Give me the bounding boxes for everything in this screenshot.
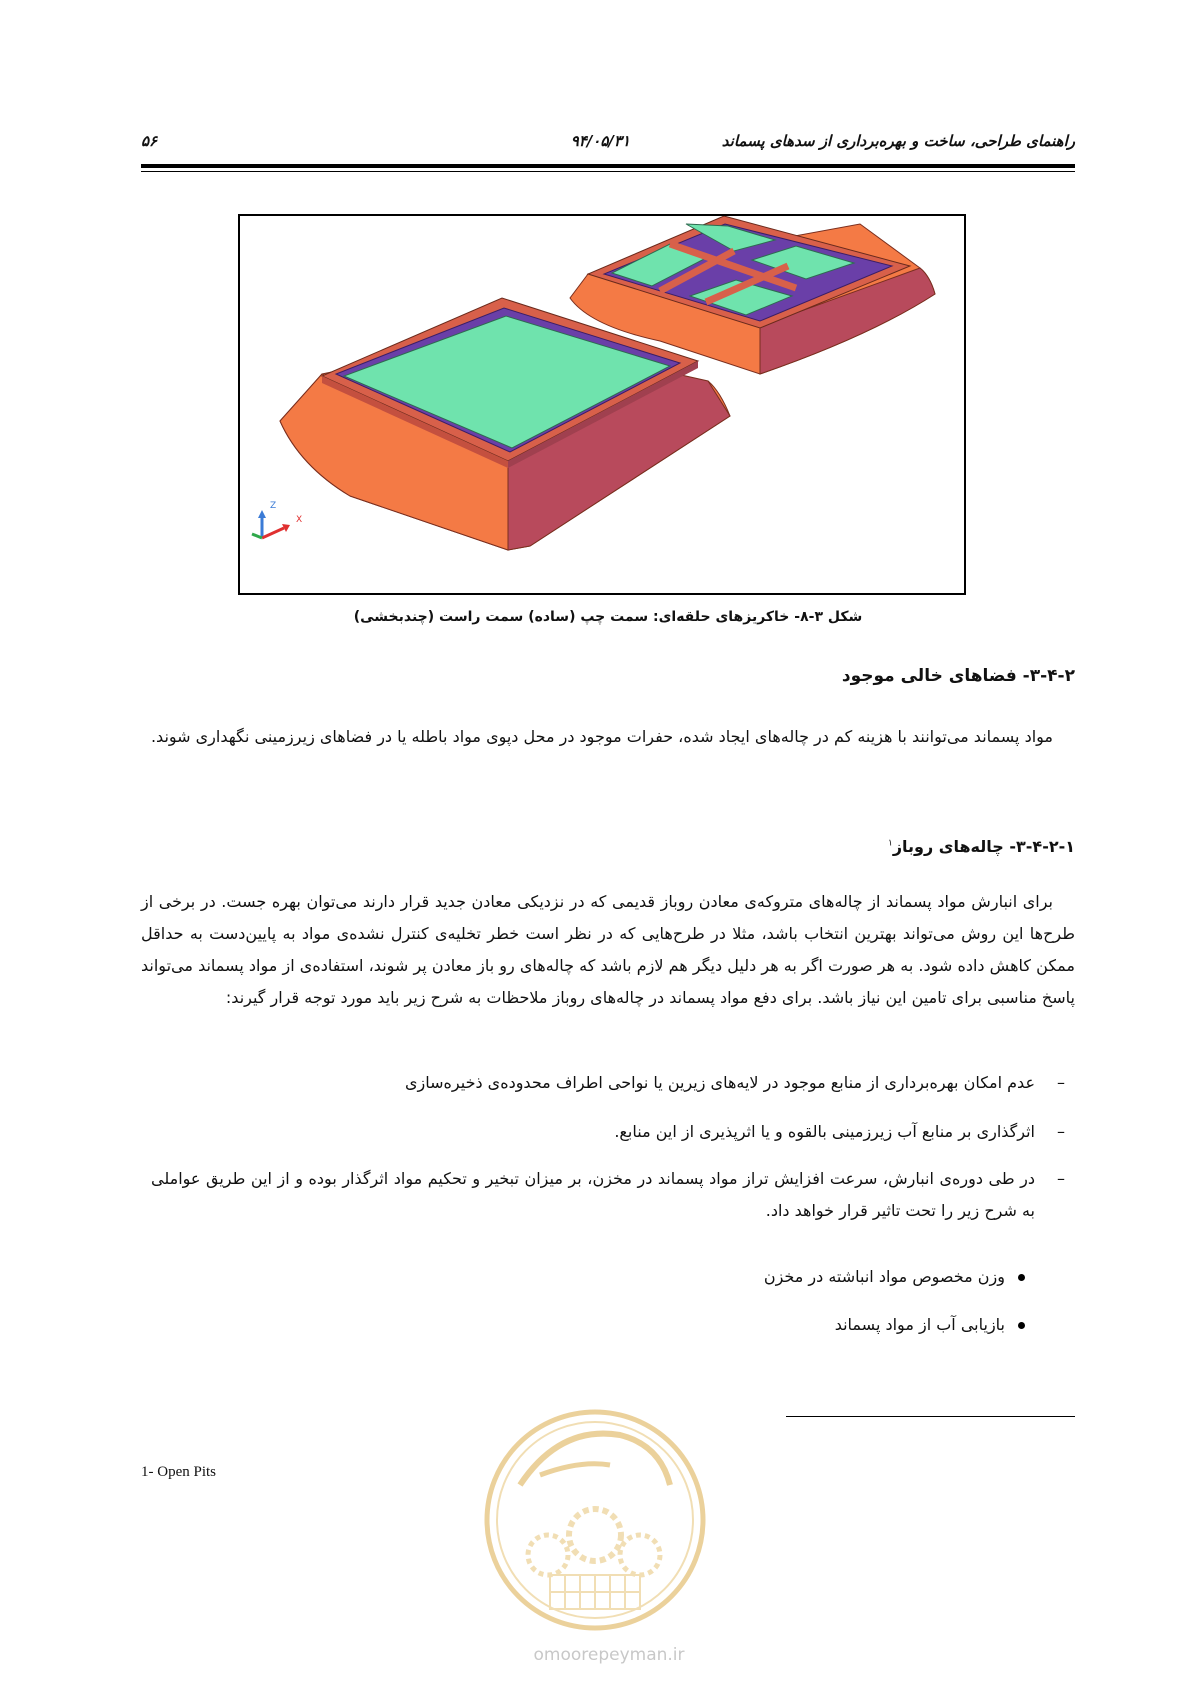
footnote-ref: ۱ xyxy=(887,838,893,849)
ring-dike-drawing xyxy=(240,216,964,593)
dash-mark: – xyxy=(1057,1169,1065,1188)
section-paragraph: مواد پسماند می‌توانند با هزینه کم در چاله‌های ایجاد شده، حفرات موجود در محل دپوی مواد باطله یا در فضاهای زیرزمینی نگهداری شوند. xyxy=(150,727,1053,746)
page-number: ۵۶ xyxy=(141,132,158,150)
section-heading: ۳-۴-۲- فضاهای خالی موجود xyxy=(841,666,1075,686)
bullet-item xyxy=(151,1309,1075,1341)
header-rule-thick xyxy=(141,164,1075,168)
subsection-heading xyxy=(888,837,1075,856)
subsection-paragraph: برای انبارش مواد پسماند از چاله‌های متروکه‌ی معادن روباز قدیمی که در نزدیکی معادن جدید قرار دارند می‌توان بهره جست. در برخی از طرح‌ها این روش می‌تواند بهترین انتخاب باشد، مثلا در طرح‌هایی که در نظر است خطر تخلیه‌ی کنترل نشده‌ی مواد به پایین‌دست به حداقل ممکن کاهش داده شود. به هر صورت اگر به هر دلیل دیگر هم لازم باشد که چاله‌های رو باز معادن پر شوند، استفاده‌ی از مواد پسماند می‌تواند پاسخ مناسبی برای تامین این نیاز باشد. برای دفع مواد پسماند در چاله‌های روباز ملاحظات به شرح زیر باید مورد توجه قرار گیرند: xyxy=(141,892,1075,1007)
watermark-site: omoorepeyman.ir xyxy=(533,1645,685,1665)
list-item xyxy=(151,1163,1075,1227)
book-title: راهنمای طراحی، ساخت و بهره‌برداری از سدهای پسماند xyxy=(721,132,1075,150)
ucs-axis-icon xyxy=(252,501,302,538)
watermark-seal-logo xyxy=(480,1405,710,1635)
list-item xyxy=(151,1067,1075,1099)
running-header xyxy=(141,128,1075,158)
figure-caption: شکل ۳-۸- خاکریزهای حلقه‌ای: سمت چپ (ساده) سمت راست (چندبخشی) xyxy=(353,609,863,625)
footnote: 1- Open Pits xyxy=(141,1464,216,1480)
dash-mark: – xyxy=(1057,1122,1065,1141)
footnote-rule xyxy=(786,1416,1075,1417)
bullet-item-text: وزن مخصوص مواد انباشته در مخزن xyxy=(763,1267,1005,1286)
z-axis-label: Z xyxy=(270,501,277,511)
bullet-item xyxy=(151,1261,1075,1293)
list-item-text: اثرگذاری بر منابع آب زیرزمینی بالقوه و یا اثرپذیری از این منابع. xyxy=(614,1122,1035,1141)
bullet-dot xyxy=(1018,1274,1025,1281)
list-item xyxy=(151,1116,1075,1148)
x-axis-label: X xyxy=(296,515,303,525)
dash-mark: – xyxy=(1057,1073,1065,1092)
header-date: ۹۴/۰۵/۳۱ xyxy=(570,132,630,150)
list-item-text: عدم امکان بهره‌برداری از منابع موجود در لایه‌های زیرین یا نواحی اطراف محدوده‌ی ذخیره‌سازی xyxy=(405,1073,1035,1092)
ring-dike-figure xyxy=(238,214,966,595)
list-item-text: در طی دوره‌ی انبارش، سرعت افزایش تراز مواد پسماند در مخزن، بر میزان تبخیر و تحکیم مواد اثرگذار بوده و از این طریق عواملی به شرح زیر را تحت تاثیر قرار خواهد داد. xyxy=(151,1169,1035,1220)
bullet-item-text: بازیابی آب از مواد پسماند xyxy=(834,1315,1005,1334)
header-rule-thin xyxy=(141,171,1075,172)
subsection-heading-text: ۳-۴-۲-۱- چاله‌های روباز xyxy=(892,837,1075,856)
bullet-dot xyxy=(1018,1322,1025,1329)
